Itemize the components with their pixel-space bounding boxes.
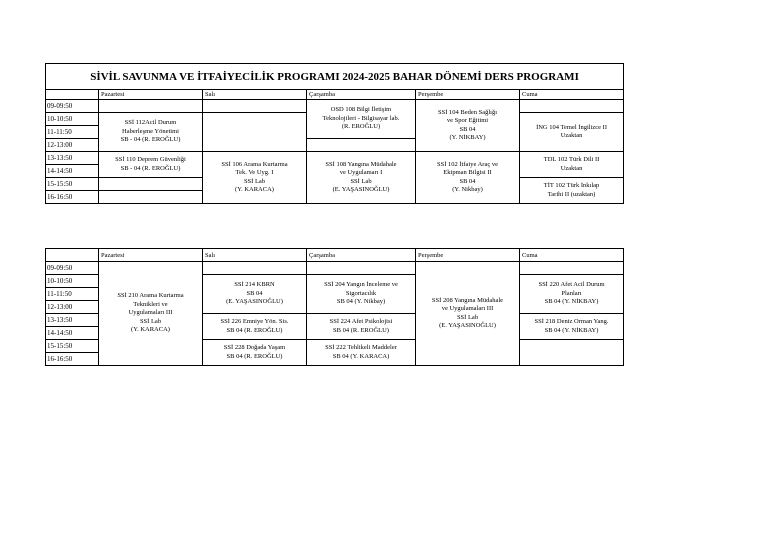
empty-cell [520,100,624,113]
course-line: (Y. Nikbay) [452,186,483,193]
course-line: Uzaktan [560,132,583,139]
time-slot: 11-11:50 [46,288,99,301]
time-slot: 09-09:50 [46,262,99,275]
course-line: SSİ 218 Deniz Orman Yang. [534,318,609,325]
course-cell [203,314,307,340]
day-header-friday: Cuma [520,249,624,262]
day-header-wednesday: Çarşamba [307,90,416,100]
empty-cell [99,178,203,191]
course-line: Teknikleri ve [133,300,168,308]
course-line: SB 04 (Y. NİKBAY) [544,326,599,334]
course-line: SSİ Lab [243,177,266,185]
course-cell [99,262,203,366]
course-line: ve Uygulamarı I [339,169,383,176]
course-line: SSİ 226 Emniye Yön. Sis. [220,318,289,325]
course-cell [307,340,416,366]
course-cell [520,275,624,314]
day-header-monday: Pazartesi [99,249,203,262]
course-line: SSİ 102 İtfaiye Araç ve [436,160,498,168]
time-slot: 11-11:50 [46,126,99,139]
course-cell [520,113,624,152]
course-line: Tek. Ve Uyg. I [235,169,274,176]
empty-cell [99,191,203,204]
course-cell [99,113,203,152]
course-line: ve Spor Eğitimi [446,117,489,124]
time-slot: 16-16:50 [46,353,99,366]
course-cell [203,340,307,366]
course-line: SSİ 214 KBRN [234,281,275,289]
day-header-tuesday: Salı [203,249,307,262]
schedule-table-1 [45,63,624,204]
course-line: (E. YAŞASINOĞLU) [332,186,390,193]
time-slot: 10-10:50 [46,113,99,126]
corner-cell [46,90,99,100]
corner-cell [46,249,99,262]
course-line: SSİ Lab [139,317,162,325]
course-cell [203,152,307,204]
course-cell [520,178,624,204]
time-slot: 15-15:50 [46,340,99,353]
course-line: SSİ Lab [350,177,372,185]
empty-cell [520,262,624,275]
course-line: SSİ 104 Beden Sağlığı [437,108,498,116]
course-line: İNG 104 Temel İngilizce II [536,123,607,131]
course-line: SSİ Lab [456,313,479,321]
course-line: Planları [561,289,582,297]
course-line: SSİ 220 Afet Acil Durum [538,281,605,289]
course-line: Uzaktan [560,164,583,172]
time-slot: 14-14:50 [46,327,99,340]
course-line: (Y. NİKBAY) [449,134,486,141]
course-line: SSİ 210 Arama Kurtarma [117,292,184,300]
page-title: SİVİL SAVUNMA VE İTFAİYECİLİK PROGRAMI 2024-2025 BAHAR DÖNEMİ DERS PROGRAMI [46,64,624,90]
course-line: Tarihi II (uzaktan) [547,190,596,198]
course-line: SSİ 228 Doğada Yaşam [223,344,286,351]
empty-cell [203,113,307,152]
day-header-thursday: Perşembe [416,249,520,262]
course-line: Teknolojileri - Bilgisayar lab. [322,114,400,122]
course-line: SSİ 222 Tehlikeli Maddeler [325,344,397,351]
course-line: OSD 108 Bilgi İletişim [330,106,392,114]
day-header-thursday: Perşembe [416,90,520,100]
time-slot: 13-13:50 [46,314,99,327]
time-slot: 10-10:50 [46,275,99,288]
schedule-table-2 [45,248,624,366]
empty-cell [307,262,416,275]
course-cell [520,314,624,340]
course-cell [416,100,520,152]
course-cell [307,314,416,340]
course-line: SB 04 (Y. KARACA) [332,352,390,360]
course-line: (E. YAŞASINOĞLU) [439,322,496,329]
course-line: SB 04 (R. EROĞLU) [226,352,283,360]
day-header-monday: Pazartesi [99,90,203,100]
course-line: SB - 04 (R. EROĞLU) [120,164,181,172]
empty-cell [307,139,416,152]
empty-cell [203,100,307,113]
course-cell [416,262,520,366]
time-slot: 15-15:50 [46,178,99,191]
course-line: SSİ 208 Yangına Müdahale [431,296,504,304]
course-cell [203,275,307,314]
course-line: Ekipman Bilgisi II [443,169,492,176]
empty-cell [203,262,307,275]
course-line: SB 04 (R. EROĞLU) [333,326,389,334]
course-line: SB 04 (Y. NİKBAY) [544,298,599,306]
course-cell [307,152,416,204]
course-line: SB 04 [246,289,263,297]
day-header-wednesday: Çarşamba [307,249,416,262]
course-cell [307,275,416,314]
day-header-tuesday: Salı [203,90,307,100]
course-line: SSİ 204 Yangın İnceleme ve [324,281,398,289]
time-slot: 16-16:50 [46,191,99,204]
course-line: SSİ 110 Deprem Güvenliği [115,156,186,163]
course-line: SSİ 112Acil Durum [124,119,177,127]
course-line: (Y. KARACA) [131,326,170,334]
time-slot: 12-13:00 [46,301,99,314]
course-line: Sigortacılık [345,289,377,297]
course-line: SSİ 106 Arama Kurtarma [221,160,288,168]
course-line: (E. YAŞASINOĞLU) [226,298,283,306]
course-line: ve Uygulamaları III [441,305,494,312]
course-line: SB 04 [459,177,476,185]
course-line: Haberleşme Yönetimi [122,127,179,135]
course-line: TİT 102 Türk İnkılap [543,182,600,189]
empty-cell [520,340,624,366]
course-line: SB 04 (Y. Nikbay) [336,298,386,306]
empty-cell [99,100,203,113]
course-line: (Y. KARACA) [235,186,274,193]
course-line: SB - 04 (R. EROĞLU) [120,136,181,144]
course-line: (R. EROĞLU) [341,123,381,131]
course-cell [307,100,416,139]
course-line: SSİ 108 Yangına Müdahale [325,160,397,168]
time-slot: 09-09:50 [46,100,99,113]
course-line: SB 04 [459,125,476,133]
time-slot: 14-14:50 [46,165,99,178]
course-cell [416,152,520,204]
course-line: SB 04 (R. EROĞLU) [226,326,283,334]
course-line: Uygulamaları III [128,309,173,317]
course-cell [99,152,203,178]
course-line: TDL 102 Türk Dili II [543,156,600,163]
day-header-friday: Cuma [520,90,624,100]
course-cell [520,152,624,178]
time-slot: 13-13:50 [46,152,99,165]
time-slot: 12-13:00 [46,139,99,152]
course-line: SSİ 224 Afet Psikolojisi [329,318,393,325]
